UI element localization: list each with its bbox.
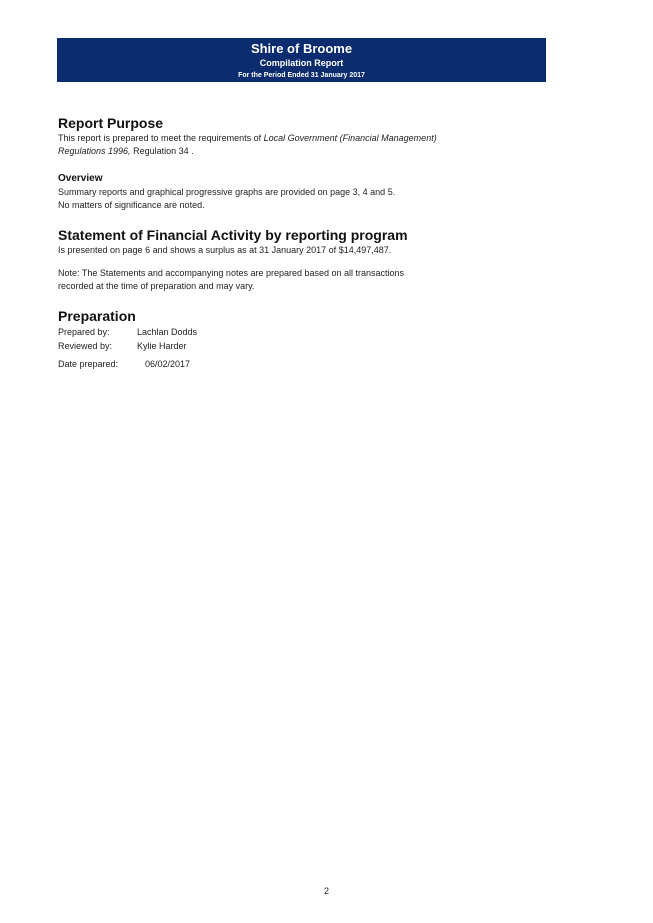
preparation-heading: Preparation xyxy=(58,308,136,324)
preparation-table xyxy=(58,325,197,371)
shire-title: Shire of Broome xyxy=(250,41,353,56)
statement-note-2: recorded at the time of preparation and may vary. xyxy=(58,281,255,291)
page-number: 2 xyxy=(323,886,329,896)
date-prepared-label: Date prepared: xyxy=(58,359,119,369)
report-header xyxy=(57,38,546,82)
reviewed-by-value: Kylie Harder xyxy=(137,341,187,351)
statement-heading: Statement of Financial Activity by reporting program xyxy=(58,227,408,243)
overview-line-2: No matters of significance are noted. xyxy=(58,200,205,210)
purpose-italic-1: Local Government (Financial Management) xyxy=(263,133,437,143)
prepared-by-label: Prepared by: xyxy=(58,327,110,337)
overview-line-1: Summary reports and graphical progressive graphs are provided on page 3, 4 and 5. xyxy=(58,187,396,197)
report-subtitle: Compilation Report xyxy=(259,58,344,68)
prepared-by-value: Lachlan Dodds xyxy=(137,327,198,337)
reviewed-by-label: Reviewed by: xyxy=(58,341,113,351)
purpose-text-before: This report is prepared to meet the requirements of xyxy=(58,133,264,143)
reviewed-by-row xyxy=(58,339,197,353)
purpose-text-after: Regulation 34 . xyxy=(130,146,194,156)
statement-note-1: Note: The Statements and accompanying notes are prepared based on all transactions xyxy=(58,268,405,278)
report-content xyxy=(58,114,578,371)
date-prepared-value: 06/02/2017 xyxy=(145,359,191,369)
date-prepared-row xyxy=(58,353,197,371)
report-purpose-text xyxy=(58,132,578,158)
statement-line-1: Is presented on page 6 and shows a surplus as at 31 January 2017 of $14,497,487. xyxy=(58,245,392,255)
overview-heading: Overview xyxy=(58,173,103,184)
report-period: For the Period Ended 31 January 2017 xyxy=(238,72,365,79)
report-purpose-heading: Report Purpose xyxy=(58,115,164,131)
purpose-italic-2: Regulations 1996, xyxy=(58,146,131,156)
prepared-by-row xyxy=(58,325,197,339)
